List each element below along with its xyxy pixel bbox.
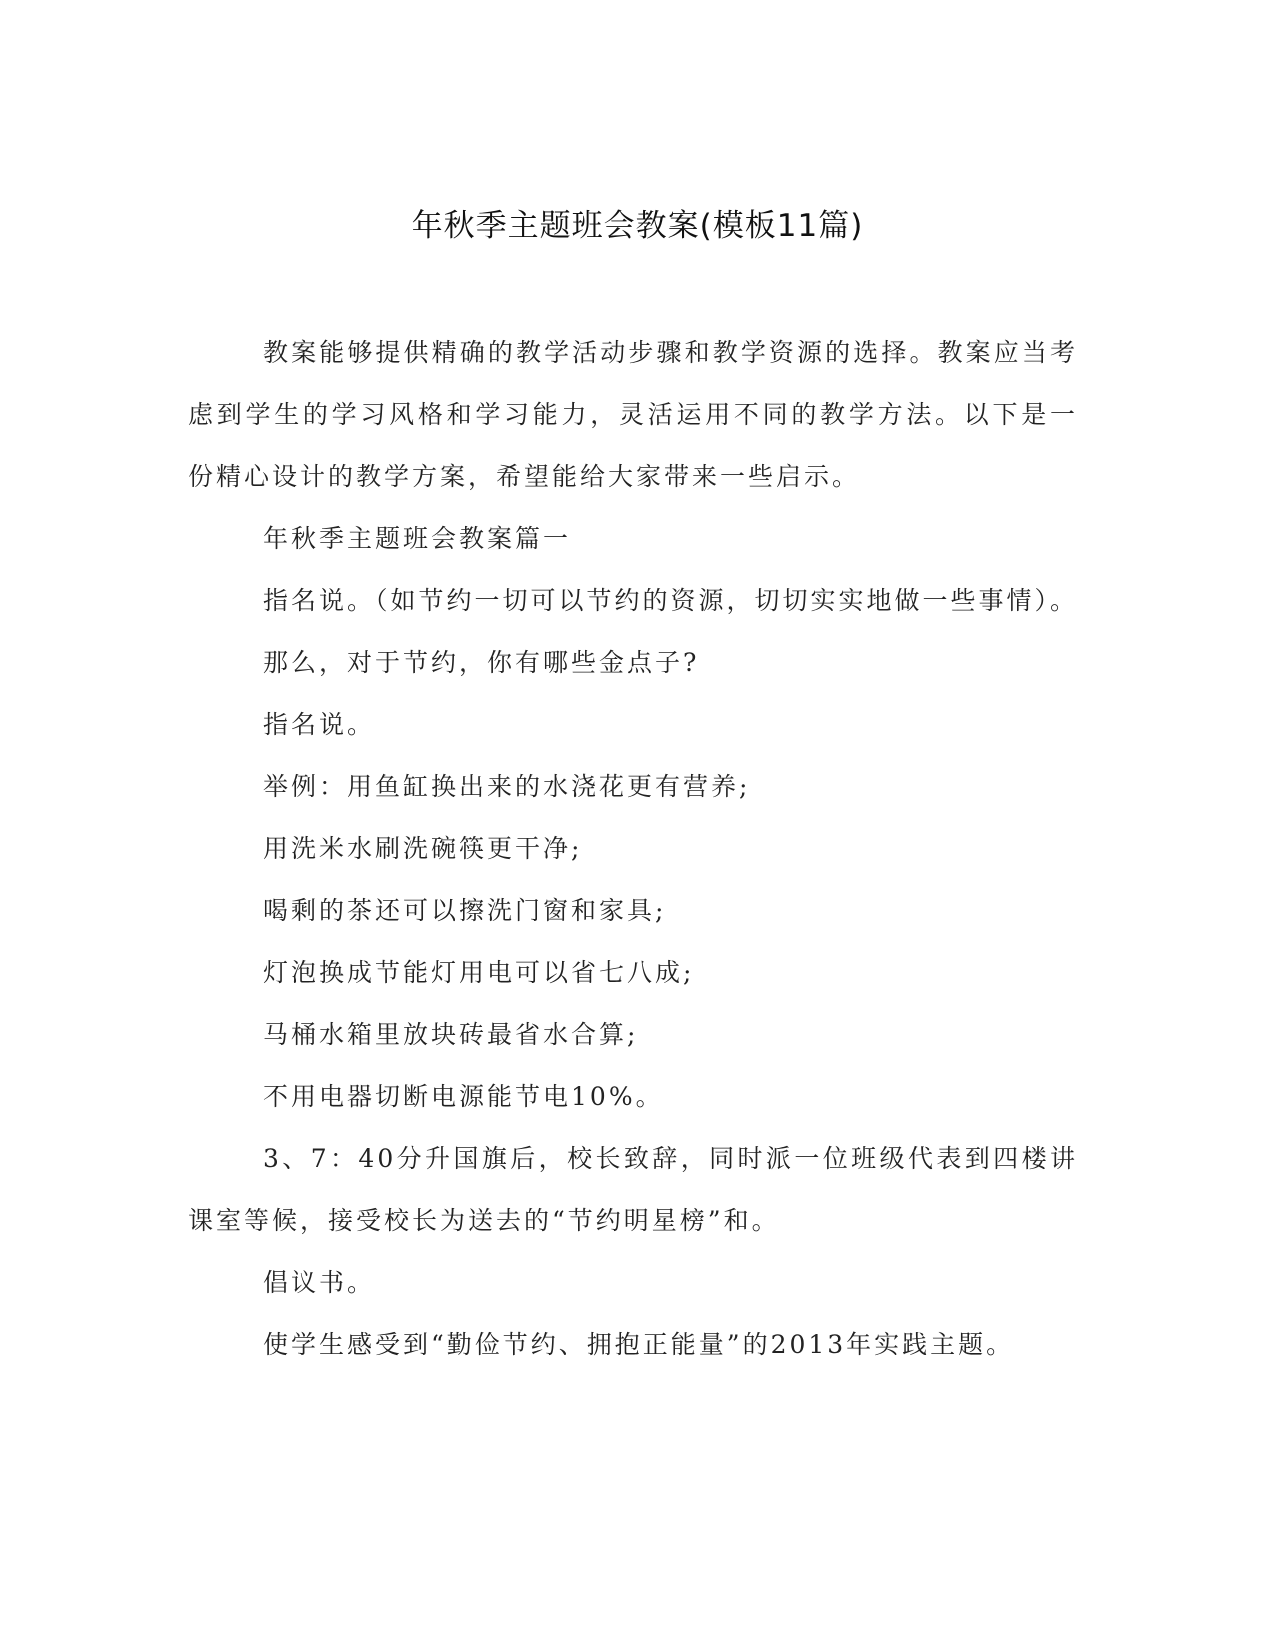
paragraph: 马桶水箱里放块砖最省水合算; xyxy=(263,1020,639,1049)
paragraph: 指名说。（如节约一切可以节约的资源，切切实实地做一些事情）。 xyxy=(263,586,1079,615)
paragraph: 3、7：40分升国旗后，校长致辞，同时派一位班级代表到四楼讲课室等候，接受校长为送去的“节约明星榜”和。 xyxy=(188,1144,1078,1235)
paragraph: 用洗米水刷洗碗筷更干净; xyxy=(263,834,583,863)
document-body xyxy=(188,322,1078,1376)
paragraph: 使学生感受到“勤俭节约、拥抱正能量”的2013年实践主题。 xyxy=(263,1330,1015,1359)
paragraph: 指名说。 xyxy=(263,710,376,739)
document-title: 年秋季主题班会教案(模板11篇) xyxy=(411,208,864,244)
paragraph: 不用电器切断电源能节电10%。 xyxy=(263,1082,664,1111)
paragraph: 灯泡换成节能灯用电可以省七八成; xyxy=(263,958,695,987)
paragraph: 举例：用鱼缸换出来的水浇花更有营养; xyxy=(263,772,751,801)
paragraph: 倡议书。 xyxy=(263,1268,376,1297)
paragraph-intro: 教案能够提供精确的教学活动步骤和教学资源的选择。教案应当考虑到学生的学习风格和学习能力，灵活运用不同的教学方法。以下是一份精心设计的教学方案，希望能给大家带来一些启示。 xyxy=(188,338,1078,491)
paragraph: 那么，对于节约，你有哪些金点子? xyxy=(263,648,700,677)
paragraph: 喝剩的茶还可以擦洗门窗和家具; xyxy=(263,896,667,925)
paragraph-section-heading: 年秋季主题班会教案篇一 xyxy=(263,524,572,553)
